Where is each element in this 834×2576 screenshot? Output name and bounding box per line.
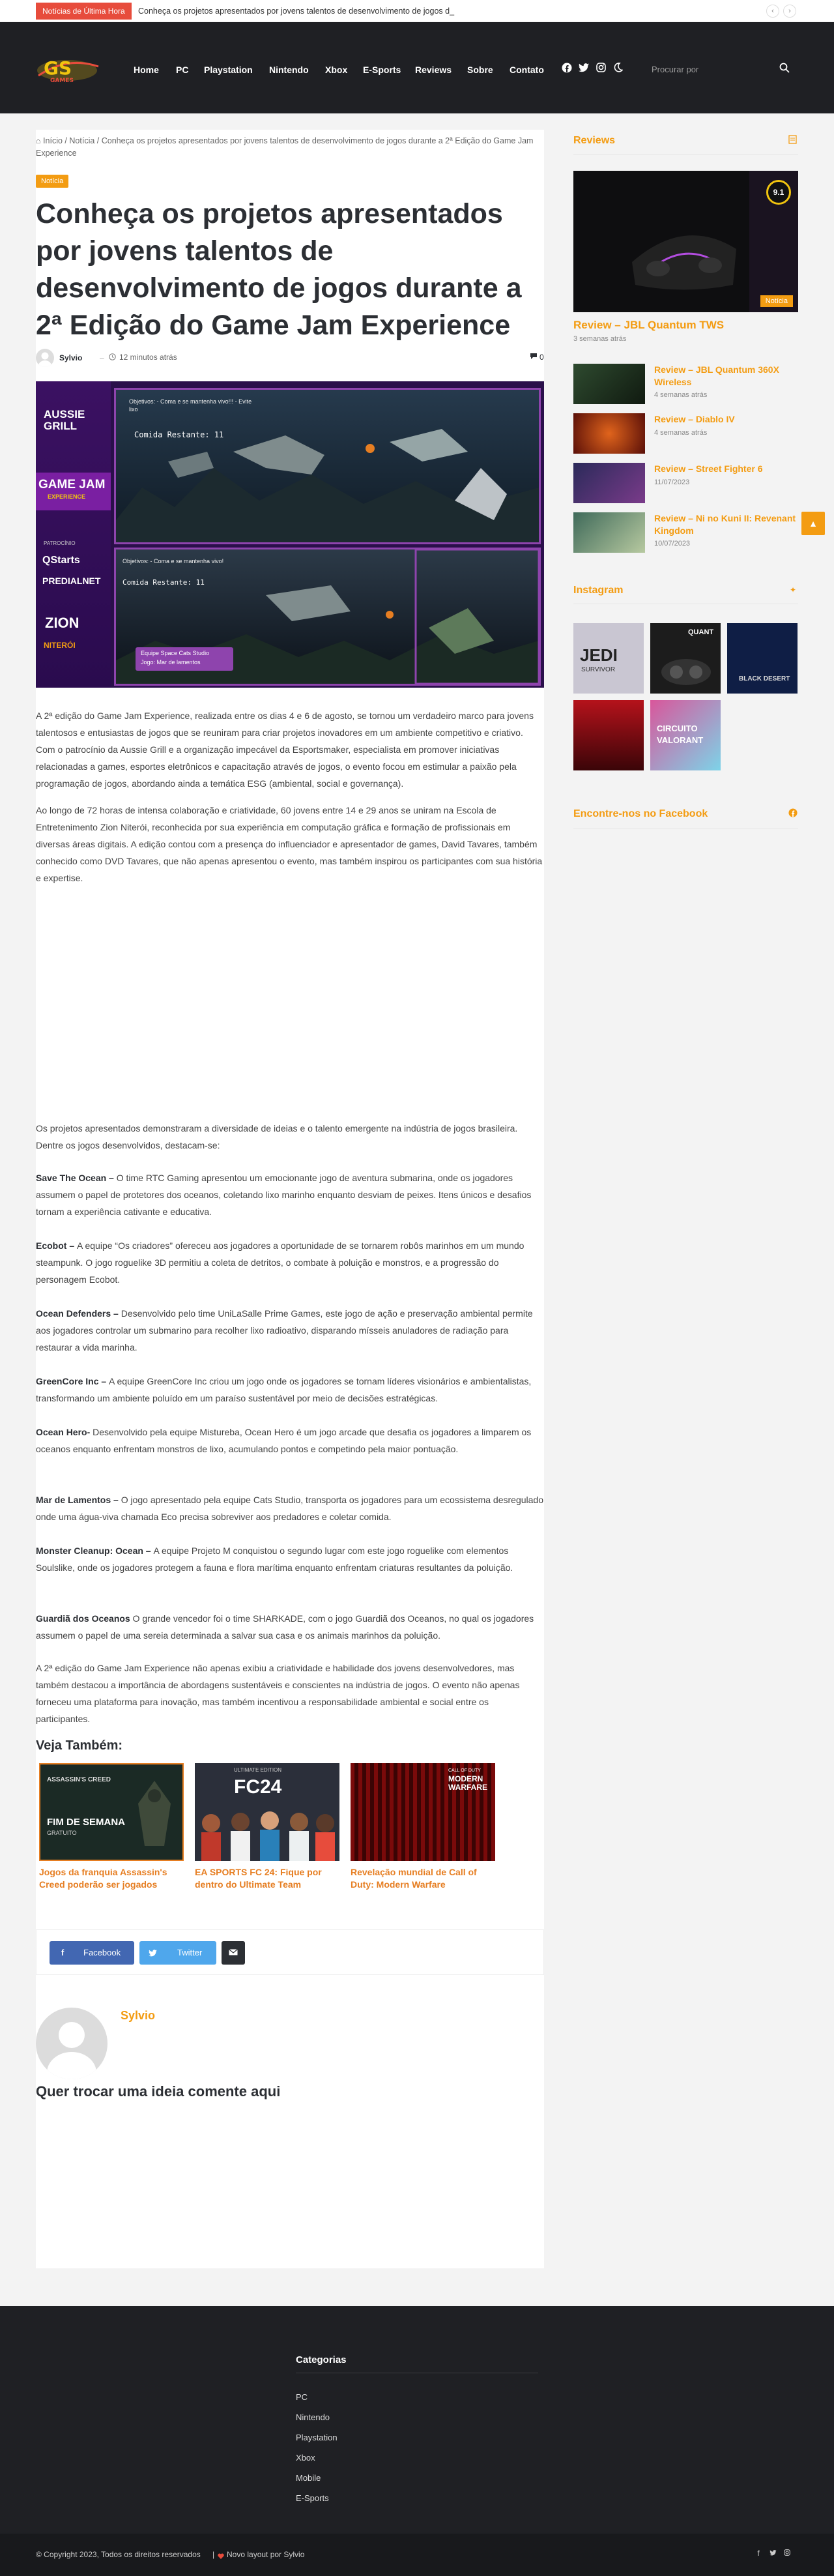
sidebar-facebook-title: Encontre-nos no Facebook	[573, 808, 708, 819]
hero-team-badge	[136, 647, 233, 671]
review-list-item[interactable]	[573, 364, 798, 405]
share-bar	[36, 1929, 544, 1975]
related-post-title[interactable]: EA SPORTS FC 24: Fique por dentro do Ultimate Team	[195, 1867, 322, 1890]
project-name: Ocean Defenders –	[36, 1308, 119, 1319]
hero-jam-title: GAME JAM	[38, 478, 106, 491]
dark-mode-toggle-icon[interactable]	[611, 63, 624, 76]
instagram-post[interactable]	[573, 623, 644, 694]
article-paragraph-2: Ao longo de 72 horas de intensa colaboração e criatividade, 60 jovens entre 14 e 29 anos se uniram na Escola de Entretenimento Zion Niterói, reconhecida por sua experiência em computação gráfica e formação de profissionais em diversas áreas digitais. A edição contou com a presença do influenciador e apresentador de games, David Tavares, também conhecido como DVD Tavares, que não apenas apresentou o evento, mas também inspirou os participantes com sua história e expertise.	[36, 805, 543, 883]
thumb-headline: FC24	[234, 1776, 282, 1798]
footer-twitter-icon[interactable]	[768, 2549, 778, 2558]
breadcrumb-home[interactable]: Início	[43, 136, 63, 145]
review-list-item[interactable]	[573, 463, 798, 505]
featured-review-thumbnail[interactable]	[573, 171, 798, 312]
facebook-icon: f	[61, 1948, 65, 1957]
review-thumbnail[interactable]	[573, 512, 645, 553]
author-link[interactable]: Sylvio	[59, 353, 83, 362]
top-bar	[0, 0, 834, 22]
related-post-card[interactable]	[39, 1763, 184, 1900]
project-ecobot	[36, 1237, 544, 1288]
project-description: Desenvolvido pelo time UniLaSalle Prime Games, este jogo de ação e preservação ambiental permite aos jogadores controlar um submarino para recolher lixo radioativo, disparando mísseis anuladores de radiação para restaurar a vida marinha.	[36, 1308, 533, 1353]
category-tag[interactable]: Notícia	[36, 175, 68, 188]
related-post-title[interactable]: Jogos da franquia Assassin's Creed poderão ser jogados	[39, 1867, 167, 1890]
hero-image	[36, 381, 544, 688]
instagram-post-text: JEDI	[580, 645, 618, 665]
article-paragraph-1: A 2ª edição do Game Jam Experience, realizada entre os dias 4 e 6 de agosto, se tornou um verdadeiro marco para jovens talentosos e entusiastas de jogos que se reuniram para criar projetos inovadores em um ambiente competitivo e criativo. Com o patrocínio da Aussie Grill e a organização impecável da Esportsmaker, especialista em promover iniciativas relacionadas a games, esportes eletrônicos e capacitação através de jogos, o evento focou em estimular a paixão pela programação de jogos, abordando ainda a temática ESG (ambiental, social e governança).	[36, 710, 534, 789]
review-thumbnail[interactable]	[573, 364, 645, 404]
hero-sponsor-niteroi: NITERÓI	[44, 641, 76, 650]
related-post-card[interactable]	[351, 1763, 495, 1900]
instagram-post[interactable]	[727, 623, 798, 694]
related-post-thumbnail[interactable]	[39, 1763, 184, 1861]
article-meta	[36, 349, 544, 368]
breadcrumb-current: Conheça os projetos apresentados por jovens talentos de desenvolvimento de jogos durante a 2ª Edição do Game Jam Experience	[36, 136, 534, 158]
review-title[interactable]: Review – JBL Quantum 360X Wireless	[654, 364, 779, 387]
footer-category-link[interactable]: Playstation	[296, 2433, 338, 2442]
review-thumbnail[interactable]	[573, 413, 645, 454]
reviews-widget-icon	[788, 135, 797, 147]
article-title: Conheça os projetos apresentados por jovens talentos de desenvolvimento de jogos durante a 2ª Edição do Game Jam Experience	[36, 198, 522, 341]
review-score-badge: 9.1	[766, 180, 791, 205]
instagram-post[interactable]	[650, 700, 721, 770]
project-monster-cleanup	[36, 1542, 544, 1576]
breadcrumb-separator: /	[65, 136, 67, 145]
hero-objectives-bottom: Objetivos: - Coma e se mantenha vivo!	[122, 558, 224, 564]
hero-counter-top: Comida Restante: 11	[134, 430, 224, 439]
article-conclusion: A 2ª edição do Game Jam Experience não apenas exibiu a criatividade e habilidade dos jovens desenvolvedores, mas também destacou a importância de abordagens sustentáveis e conscientes na indústria de jogos. O evento não apenas forneceu uma plataforma para inovação, mas também incentivou a responsabilidade ambiental e social entre os participantes.	[36, 1663, 520, 1724]
ticker-next-button[interactable]: ›	[783, 5, 796, 18]
scroll-to-top-button[interactable]: ▲	[801, 512, 825, 535]
sidebar-reviews-title: Reviews	[573, 135, 616, 146]
share-facebook-button[interactable]	[50, 1941, 134, 1965]
clock-icon	[109, 353, 116, 362]
instagram-icon[interactable]	[594, 63, 607, 76]
breaking-news-ticker[interactable]: Conheça os projetos apresentados por jovens talentos de desenvolvimento de jogos d_	[138, 7, 455, 16]
logo-text: GS	[44, 57, 72, 79]
project-description: A equipe GreenCore Inc criou um jogo onde os jogadores se tornam líderes visionários e ambientalistas, transformando um ambiente poluído em um paraíso sustentável por meio de decisões estratégicas.	[36, 1376, 532, 1403]
footer-category-link[interactable]: PC	[296, 2392, 308, 2402]
project-description: A equipe Projeto M conquistou o segundo lugar com este jogo roguelike com elementos Soulslike, onde os jogadores protegem a fauna e flora marítima enquanto enfrentam criaturas resultantes da poluição.	[36, 1545, 513, 1573]
related-post-title[interactable]: Revelação mundial de Call of Duty: Modern Warfare	[351, 1867, 477, 1890]
nav-playstation[interactable]: Playstation	[204, 65, 253, 75]
project-name: Ocean Hero-	[36, 1427, 93, 1437]
post-time: 12 minutos atrás	[119, 353, 177, 362]
hero-sponsor-zion: ZION	[45, 615, 79, 631]
instagram-post-subtext: SURVIVOR	[581, 666, 616, 673]
hero-sponsor-label: PATROCÍNIO	[44, 540, 76, 546]
review-thumbnail[interactable]	[573, 463, 645, 503]
comments-title: Quer trocar uma ideia comente aqui	[36, 2083, 281, 2100]
project-description: Desenvolvido pela equipe Mistureba, Ocean Hero é um jogo arcade que desafia os jogadores a limparem os oceanos enquanto enfrentam monstros de lixo, acumulando pontos e competindo pela maior pontuação.	[36, 1427, 532, 1454]
hero-counter-bottom: Comida Restante: 11	[122, 578, 205, 587]
article-paragraph-3: Os projetos apresentados demonstraram a diversidade de ideias e o talento emergente na indústria de jogos brasileira. Dentre os jogos desenvolvidos, destacam-se:	[36, 1123, 518, 1150]
author-name[interactable]: Sylvio	[121, 2009, 156, 2022]
related-posts-title: Veja Também:	[36, 1738, 123, 1753]
review-list-item[interactable]	[573, 413, 798, 455]
layout-credit: Novo layout por Sylvio	[227, 2550, 305, 2559]
thumb-subline: GRATUITO	[47, 1830, 77, 1836]
twitter-icon	[149, 1942, 157, 1966]
hero-gameplay-bottom	[114, 548, 541, 686]
search-icon[interactable]	[779, 63, 792, 76]
nav-esports[interactable]: E-Sports	[363, 65, 401, 75]
twitter-icon[interactable]	[577, 63, 590, 76]
project-greencore	[36, 1373, 544, 1407]
project-name: Monster Cleanup: Ocean –	[36, 1545, 154, 1556]
project-name: Guardiã dos Oceanos	[36, 1613, 130, 1624]
share-facebook-label: Facebook	[83, 1948, 121, 1957]
related-post-thumbnail[interactable]	[351, 1763, 495, 1861]
review-title[interactable]: Review – Diablo IV	[654, 414, 735, 424]
review-date: 10/07/2023	[654, 540, 691, 548]
author-avatar-small[interactable]	[36, 349, 54, 367]
hero-jam-subtitle: EXPERIENCE	[48, 493, 86, 500]
thumb-subline: CALL OF DUTY	[448, 1768, 481, 1773]
instagram-post[interactable]	[650, 623, 721, 694]
nav-xbox[interactable]: Xbox	[325, 65, 348, 75]
comment-count[interactable]: 0	[539, 353, 544, 362]
nav-pc[interactable]: PC	[176, 65, 189, 75]
home-icon: ⌂	[36, 136, 41, 145]
share-twitter-label: Twitter	[177, 1948, 203, 1957]
author-avatar[interactable]	[36, 2008, 108, 2079]
hero-sponsor-predialnet: PREDIALNET	[42, 576, 101, 586]
copyright-text: © Copyright 2023, Todos os direitos reservados	[36, 2550, 201, 2559]
footer-category-link[interactable]: Mobile	[296, 2473, 321, 2483]
footer-category-link[interactable]: Nintendo	[296, 2412, 330, 2422]
share-email-button[interactable]	[222, 1941, 245, 1965]
hero-gameplay-top	[114, 388, 541, 544]
thumb-headline: MODERN WARFARE	[448, 1774, 487, 1792]
hero-objectives-top: Objetivos: - Coma e se mantenha vivo!!! - Evite lixo	[129, 398, 252, 413]
review-title[interactable]: Review – Street Fighter 6	[654, 463, 763, 474]
nav-contato[interactable]: Contato	[510, 65, 544, 75]
project-description: A equipe “Os criadores” ofereceu aos jogadores a oportunidade de se tornarem robôs marinhos em um mundo steampunk. O jogo roguelike 3D permitiu a coleta de detritos, o combate à poluição e monstros, e a progressão do personagem Ecobot.	[36, 1240, 525, 1285]
comment-icon[interactable]	[530, 353, 538, 362]
review-date: 11/07/2023	[654, 478, 690, 486]
nav-reviews[interactable]: Reviews	[415, 65, 452, 75]
thumb-brand: ASSASSIN'S CREED	[47, 1776, 111, 1783]
sidebar-instagram-title: Instagram	[573, 585, 624, 596]
instagram-widget-icon: ✦	[790, 585, 797, 594]
project-description: O jogo apresentado pela equipe Cats Studio, transporta os jogadores para um ecossistema desregulado onde uma água-viva chamada Eco precisa sobreviver aos predadores e coletar comida.	[36, 1495, 543, 1522]
review-title[interactable]: Review – Ni no Kuni II: Revenant Kingdom	[654, 513, 796, 536]
hero-team-name: Equipe Space Cats Studio	[141, 650, 210, 656]
hero-sponsor-qstarts: QStarts	[42, 555, 80, 566]
project-ocean-defenders	[36, 1305, 544, 1356]
instagram-post-subtext: VALORANT	[657, 735, 704, 745]
footer-instagram-icon[interactable]	[782, 2549, 792, 2558]
heart-icon	[218, 2551, 224, 2562]
nav-home[interactable]: Home	[134, 65, 159, 75]
instagram-post-text: QUANT	[688, 628, 714, 636]
featured-review-title[interactable]: Review – JBL Quantum TWS	[573, 319, 725, 331]
envelope-icon	[229, 1948, 238, 1957]
project-save-the-ocean	[36, 1169, 544, 1220]
breadcrumb-section[interactable]: Notícia	[69, 136, 95, 145]
footer-categories-title: Categorias	[296, 2354, 347, 2365]
breaking-news-label: Notícias de Última Hora	[36, 3, 132, 20]
project-name: Mar de Lamentos –	[36, 1495, 121, 1505]
project-name: Save The Ocean –	[36, 1173, 117, 1183]
logo-subtext: GAMES	[50, 78, 74, 84]
related-post-thumbnail[interactable]	[195, 1763, 339, 1861]
breadcrumb-separator: /	[96, 136, 100, 145]
nav-sobre[interactable]: Sobre	[467, 65, 493, 75]
project-guardia-dos-oceanos	[36, 1610, 544, 1644]
related-post-card[interactable]	[195, 1763, 339, 1900]
review-date: 4 semanas atrás	[654, 391, 708, 399]
meta-separator: –	[100, 353, 104, 362]
nav-nintendo[interactable]: Nintendo	[269, 65, 309, 75]
breadcrumb	[36, 135, 544, 160]
share-twitter-button[interactable]	[139, 1941, 216, 1965]
instagram-post-text: BLACK DESERT	[739, 675, 790, 682]
project-name: GreenCore Inc –	[36, 1376, 109, 1386]
hero-team-game: Jogo: Mar de lamentos	[141, 659, 201, 666]
thumb-headline: FIM DE SEMANA	[47, 1817, 125, 1828]
hero-sponsor-aussie: AUSSIE GRILL	[44, 408, 85, 432]
footer-category-link[interactable]: Xbox	[296, 2453, 315, 2463]
footer-facebook-icon[interactable]: f	[757, 2549, 760, 2558]
project-mar-de-lamentos	[36, 1491, 544, 1525]
search-input[interactable]: Procurar por	[652, 65, 699, 74]
project-description: O time RTC Gaming apresentou um emocionante jogo de aventura submarina, onde os jogadores assumem o papel de protetores dos oceanos, coletando lixo marinho enquanto desviam de peixes. Itens únicos e desafios tornam a experiência cativante e educativa.	[36, 1173, 532, 1217]
site-logo[interactable]	[36, 52, 101, 86]
facebook-icon[interactable]	[560, 63, 573, 76]
featured-review-tag[interactable]: Notícia	[760, 295, 793, 307]
thumb-subline: ULTIMATE EDITION	[234, 1767, 282, 1773]
review-list-item[interactable]	[573, 512, 798, 554]
footer-separator: |	[212, 2550, 215, 2559]
facebook-widget-icon	[788, 808, 798, 821]
project-ocean-hero	[36, 1424, 544, 1457]
instagram-post[interactable]	[573, 700, 644, 770]
project-description: O grande vencedor foi o time SHARKADE, com o jogo Guardiã dos Oceanos, no qual os jogadores assumem o papel de uma sereia determinada a salvar sua casa e os animais marinhos da poluição.	[36, 1613, 534, 1641]
ticker-prev-button[interactable]: ‹	[766, 5, 779, 18]
review-date: 4 semanas atrás	[654, 429, 708, 437]
featured-review-date: 3 semanas atrás	[573, 335, 627, 343]
footer-category-link[interactable]: E-Sports	[296, 2493, 329, 2503]
project-name: Ecobot –	[36, 1240, 78, 1251]
instagram-post-text: CIRCUITO	[657, 724, 698, 733]
